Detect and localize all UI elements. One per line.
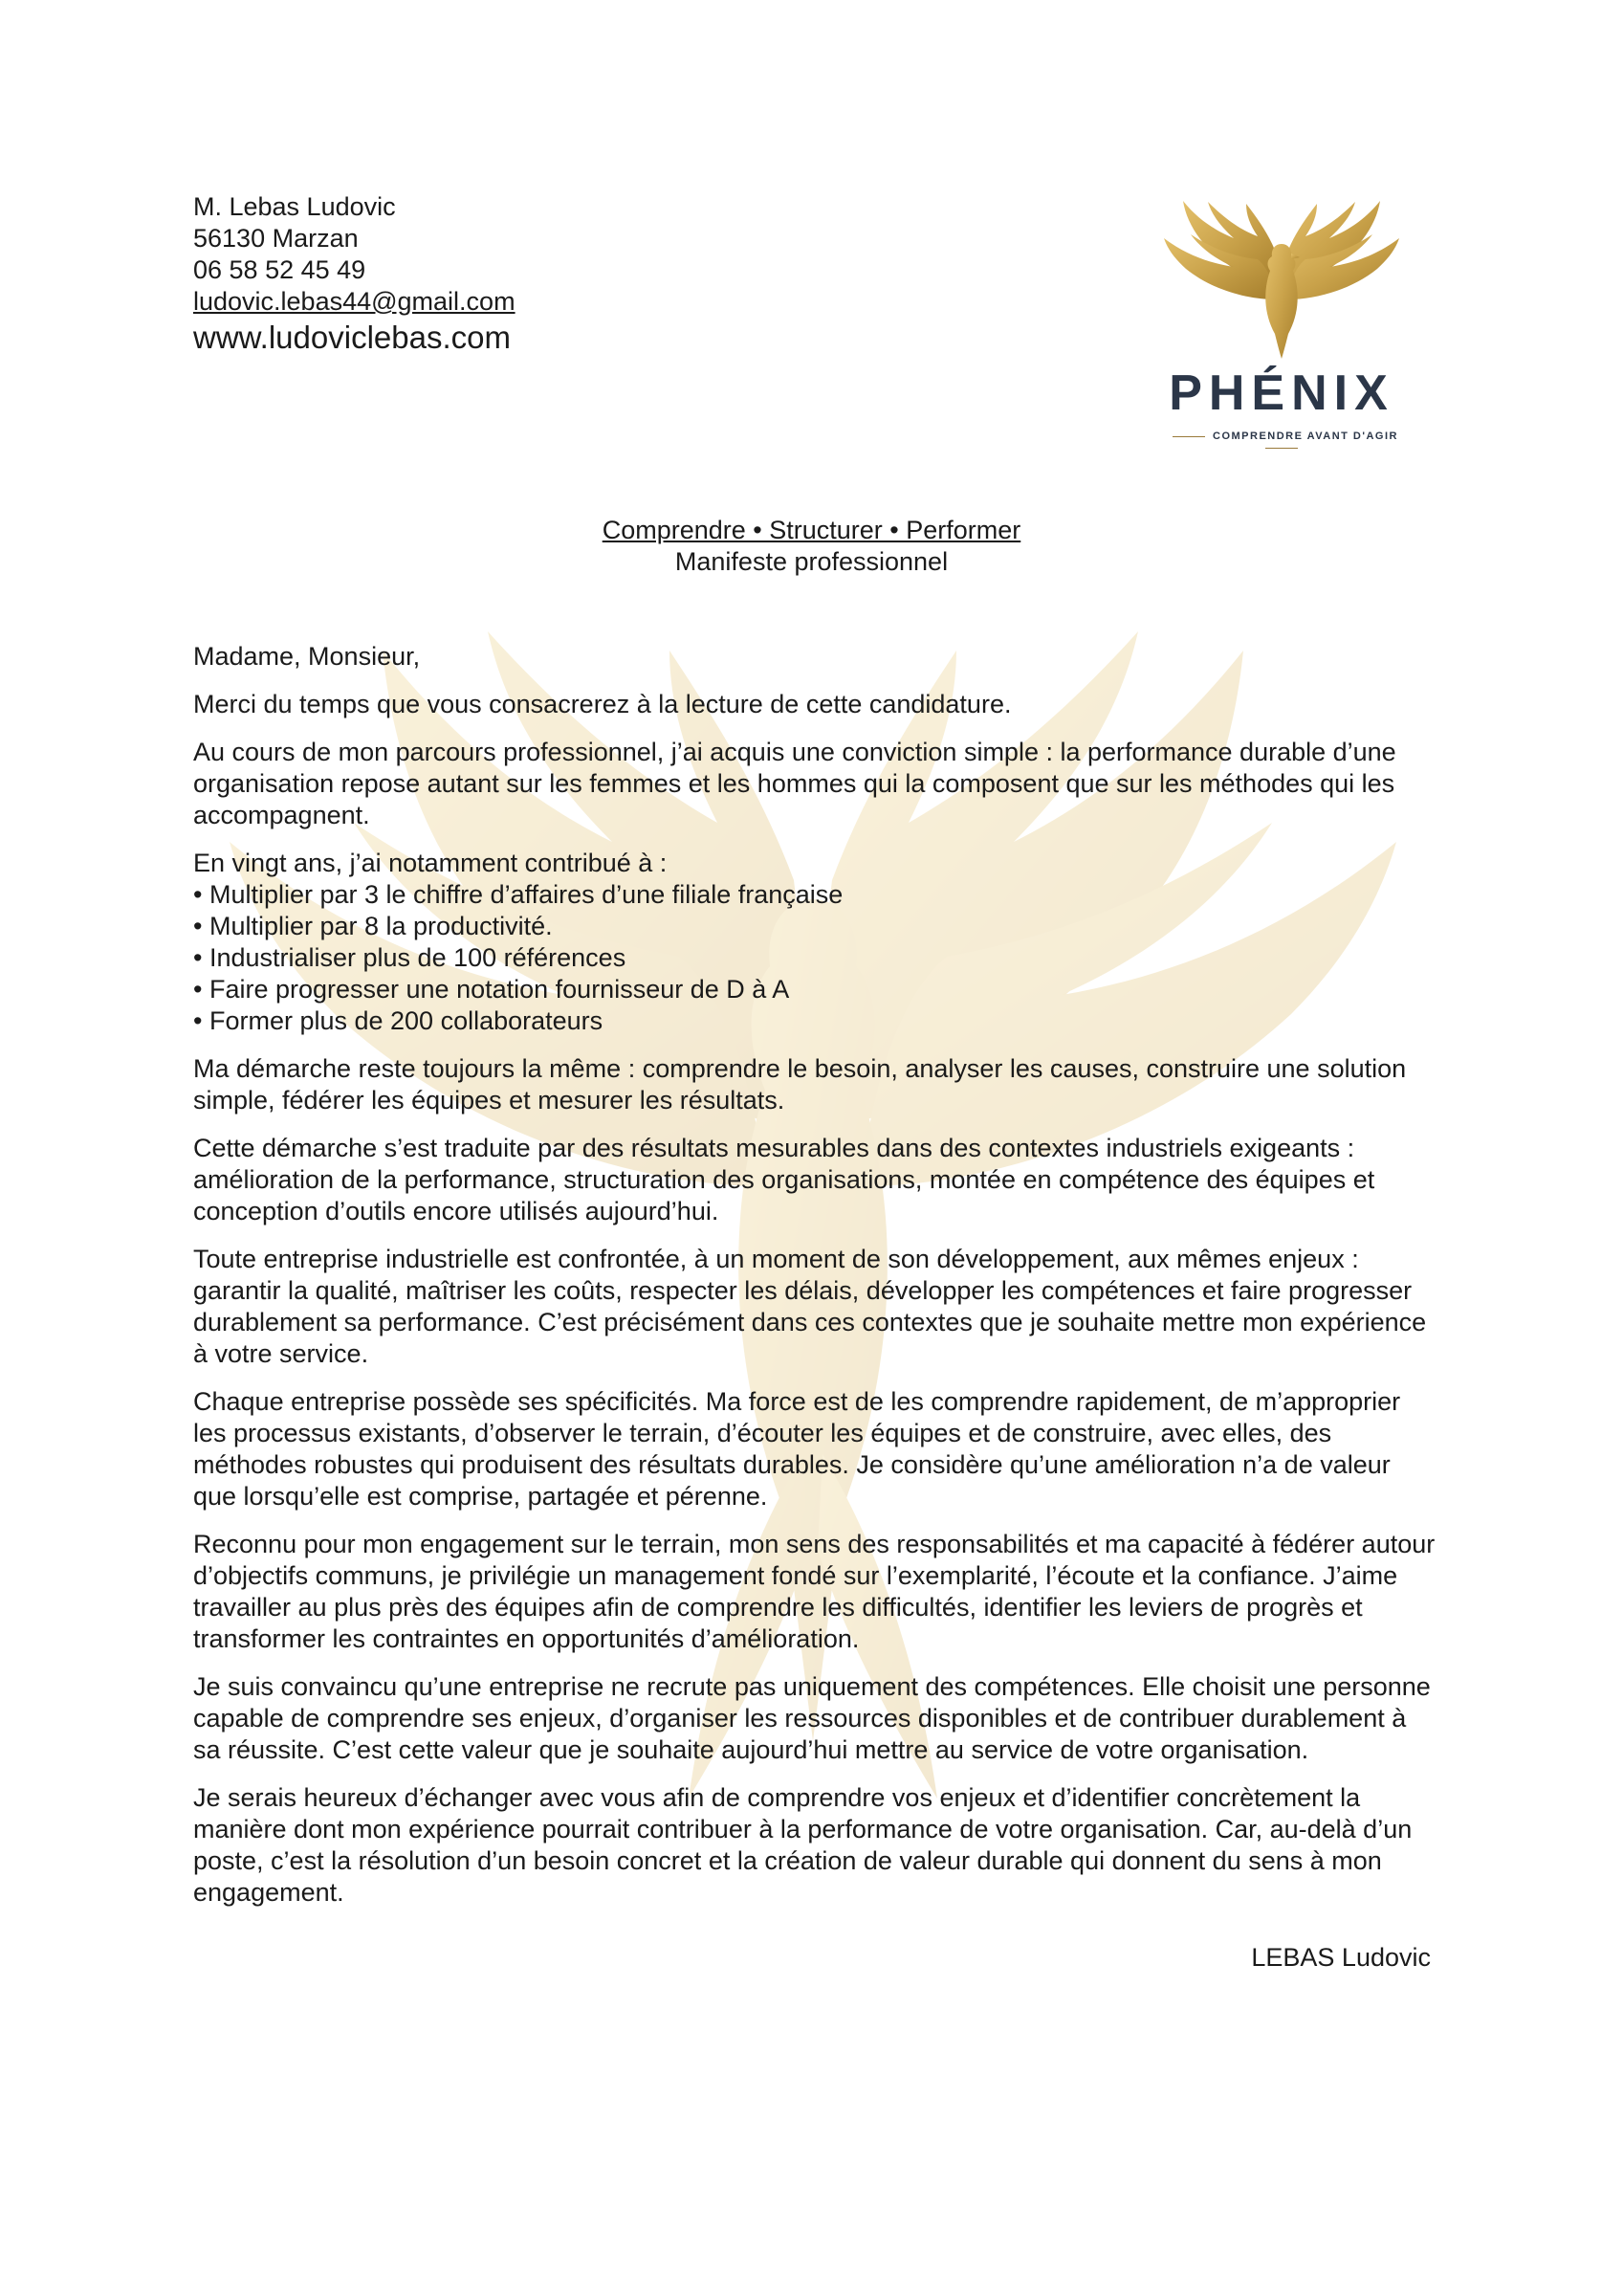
paragraph: Chaque entreprise possède ses spécificités. Ma force est de les comprendre rapidement, de m’approprier les processus existants, d’observer le terrain, d’écouter les équipes et de construire, avec elles, des méthodes robustes qui produisent des résultats durables. Je considère qu’une amélioration n’a de valeur que lorsqu’elle est comprise, partagée et pérenne. bbox=[193, 1387, 1401, 1511]
paragraph: Je serais heureux d’échanger avec vous afin de comprendre vos enjeux et d’identifier concrètement la manière dont mon expérience pourrait contribuer à la performance de votre organisation. Car, au-delà d’un poste, c’est la résolution d’un besoin concret et la création de valeur durable qui donnent du sens à mon engagement. bbox=[193, 1783, 1413, 1907]
list-item: • Former plus de 200 collaborateurs bbox=[193, 1006, 603, 1035]
letter-body bbox=[193, 641, 1437, 1925]
paragraph: Cette démarche s’est traduite par des résultats mesurables dans des contextes industriels exigeants : amélioration de la performance, structuration des organisations, montée en compétence des équipes et conception d’outils encore utilisés aujourd’hui. bbox=[193, 1134, 1375, 1225]
list-item: • Industrialiser plus de 100 références bbox=[193, 943, 626, 972]
document-title: Comprendre • Structurer • Performer bbox=[602, 516, 1021, 544]
paragraph: Je suis convaincu qu’une entreprise ne recrute pas uniquement des compétences. Elle choisit une personne capable de comprendre ses enjeux, d’organiser les ressources disponibles et de contribuer durablement à sa réussite. C’est cette valeur que je souhaite aujourd’hui mettre au service de votre organisation. bbox=[193, 1672, 1431, 1764]
sender-email-link[interactable]: ludovic.lebas44@gmail.com bbox=[193, 287, 515, 316]
salutation: Madame, Monsieur, bbox=[193, 642, 421, 671]
sender-address: 56130 Marzan bbox=[193, 224, 359, 253]
paragraph: Reconnu pour mon engagement sur le terrain, mon sens des responsabilités et ma capacité à fédérer autour d’objectifs communs, je privilégie un management fondé sur l’exemplarité, l’écoute et la confiance. J’aime travailler au plus près des équipes afin de comprendre les difficultés, identifier les leviers de progrès et transformer les contraintes en opportunités d’amélioration. bbox=[193, 1530, 1436, 1653]
paragraph: Ma démarche reste toujours la même : comprendre le besoin, analyser les causes, construire une solution simple, fédérer les équipes et mesurer les résultats. bbox=[193, 1054, 1407, 1115]
document-subtitle: Manifeste professionnel bbox=[674, 547, 949, 576]
logo-tagline: COMPRENDRE AVANT D'AGIR bbox=[1143, 430, 1420, 453]
company-logo bbox=[1143, 196, 1420, 454]
achievements-intro: En vingt ans, j’ai notamment contribué à : bbox=[193, 849, 668, 877]
signature: LEBAS Ludovic bbox=[1251, 1943, 1431, 1972]
list-item: • Faire progresser une notation fournisseur de D à A bbox=[193, 975, 790, 1004]
achievements-list bbox=[193, 848, 1437, 1037]
document-heading bbox=[0, 515, 1623, 578]
phoenix-icon bbox=[1143, 196, 1420, 364]
list-item: • Multiplier par 3 le chiffre d’affaires d’une filiale française bbox=[193, 880, 844, 909]
sender-website: www.ludoviclebas.com bbox=[193, 320, 511, 355]
sender-block bbox=[193, 191, 515, 358]
list-item: • Multiplier par 8 la productivité. bbox=[193, 912, 553, 940]
paragraph: Au cours de mon parcours professionnel, j’ai acquis une conviction simple : la performance durable d’une organisation repose autant sur les femmes et les hommes qui la composent que sur les méthodes qui les accompagnent. bbox=[193, 738, 1396, 829]
paragraph: Toute entreprise industrielle est confrontée, à un moment de son développement, aux mêmes enjeux : garantir la qualité, maîtriser les coûts, respecter les délais, développer les compétences et faire progresser durablement sa performance. C’est précisément dans ces contextes que je souhaite mettre mon expérience à votre service. bbox=[193, 1245, 1427, 1368]
sender-phone: 06 58 52 45 49 bbox=[193, 255, 366, 284]
logo-wordmark: PHÉNIX bbox=[1169, 365, 1394, 421]
paragraph: Merci du temps que vous consacrerez à la lecture de cette candidature. bbox=[193, 690, 1012, 718]
sender-name: M. Lebas Ludovic bbox=[193, 192, 396, 221]
